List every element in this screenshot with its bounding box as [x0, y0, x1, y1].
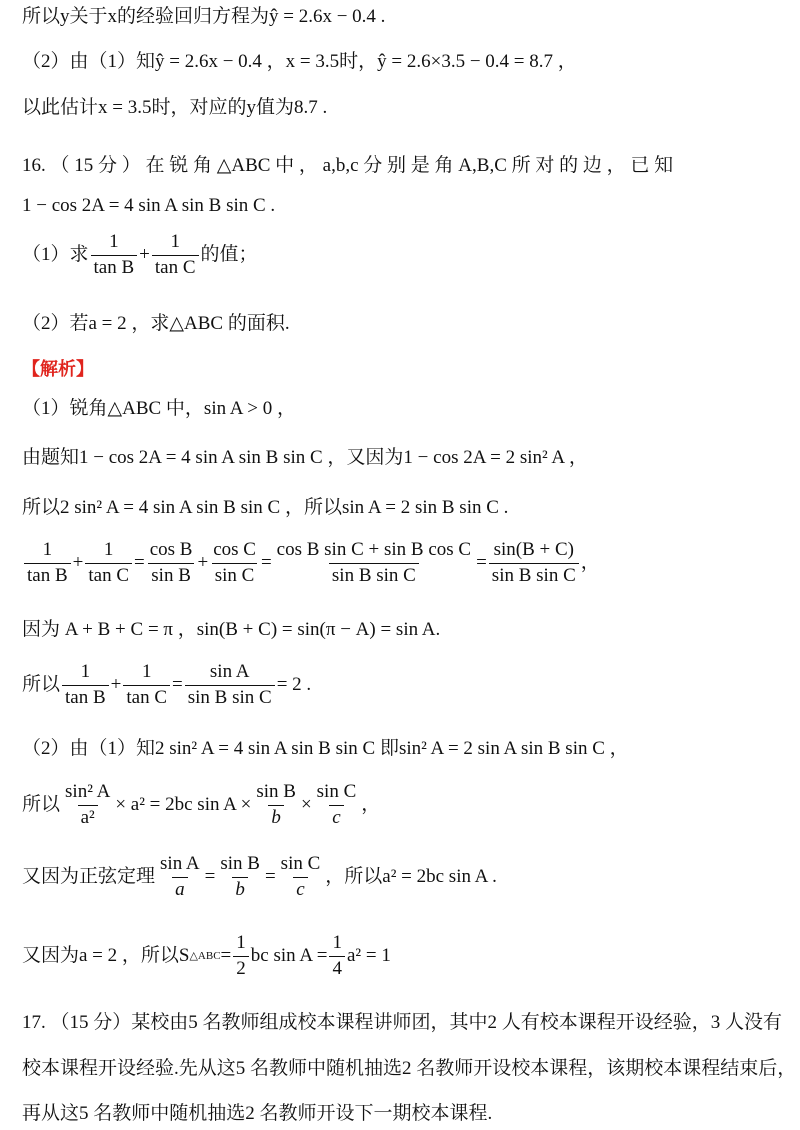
fraction: $\frac{1}{\text{tan B}}$ — [24, 540, 71, 587]
fraction: $\frac{\text{cos B}}{\text{sin B}}$ — [149, 539, 193, 586]
text-line: 以此估计x = 3.5时，对应的y值为8.7 . — [22, 97, 328, 118]
equation-line: 又因为a = 2 ，所以S △ABC = $\frac{1}{2}$ bc sin A = $\frac{1}{4}$ a² = 1 — [22, 932, 391, 979]
text-line: 因为 A + B + C = π ，sin(B + C) = sin(π − A) = sin A. — [22, 619, 441, 640]
text-line: （2）由（1）知2 sin² A = 4 sin A sin B sin C 即sin² A = 2 sin A sin B sin C ， — [22, 738, 629, 759]
text-line: （2）由（1）知ŷ = 2.6x − 0.4 ，x = 3.5时，ŷ = 2.6×3.5 − 0.4 = 8.7 ， — [22, 51, 577, 72]
problem-16-title: 16. （ 15 分 ） 在 锐 角 △ABC 中 ， a,b,c 分 别 是 角 A,B,C 所 对 的 边 ， 已 知 — [22, 155, 674, 176]
fraction: $\frac{1}{\text{tan C}}$ — [152, 232, 199, 279]
equation-line: 所以 $\frac{1}{\text{tan B}}$ + $\frac{1}{\text{tan C}}$ = $\frac{\text{sin A}}{\text{sin B sin C}}$ = 2 . — [22, 661, 312, 708]
fraction: $\frac{\text{sin C}}{c}$ — [280, 853, 321, 900]
fraction: $\frac{\text{cos B sin C + sin B cos C}}{\text{sin B sin C}}$ — [276, 539, 472, 586]
fraction: $\frac{\text{sin B}}{b}$ — [220, 853, 260, 900]
problem-17-title: 17. （15 分）某校由5 名教师组成校本课程讲师团，其中2 人有校本课程开设经验，3 人没有 — [22, 1012, 783, 1033]
equation-line: 所以 $\frac{\text{sin² A}}{\text{a²}}$ × a² = 2bc sin A × $\frac{\text{sin B}}{b}$ × $\frac{\text{sin C}}{c}$ ， — [22, 781, 381, 828]
question-1: （1）求 $\frac{1}{\text{tan B}}$ + $\frac{1}{\text{tan C}}$ 的值； — [22, 231, 258, 278]
text-line: 校本课程开设经验.先从这5 名教师中随机抽选2 名教师开设校本课程，该期校本课程结束后， — [22, 1058, 797, 1079]
fraction: $\frac{\text{cos C}}{\text{sin C}}$ — [213, 539, 256, 586]
equation-line: $\frac{1}{\text{tan B}}$ + $\frac{1}{\text{tan C}}$ = $\frac{\text{cos B}}{\text{sin B}}$ + $\frac{\text{cos C}}{\text{sin C}}$ = $\frac{\text{cos B sin C + sin B cos C}}{\text{sin B sin C}}$ = $\frac{\sin(B + C)}{\text{sin B sin C}}$ ， — [22, 540, 782, 587]
fraction: $\frac{1}{\text{tan B}}$ — [91, 232, 138, 279]
text-line: 1 − cos 2A = 4 sin A sin B sin C . — [22, 195, 276, 216]
text-line: 所以y关于x的经验回归方程为ŷ = 2.6x − 0.4 . — [22, 6, 386, 27]
text-line: 由题知1 − cos 2A = 4 sin A sin B sin C ，又因为1 − cos 2A = 2 sin² A ， — [22, 447, 588, 468]
text-line: （1）锐角△ABC 中，sin A > 0 ， — [22, 398, 296, 419]
fraction: $\frac{\text{sin C}}{c}$ — [316, 781, 357, 828]
question-2: （2）若a = 2 ，求△ABC 的面积. — [22, 313, 290, 334]
fraction: $\frac{1}{\text{tan C}}$ — [123, 662, 170, 709]
equation-line: 又因为正弦定理 $\frac{\text{sin A}}{a}$ = $\frac{\text{sin B}}{b}$ = $\frac{\text{sin C}}{c}$ ，所以a² = 2bc sin A . — [22, 853, 497, 900]
section-heading: 【解析】 — [22, 359, 94, 379]
fraction: $\frac{\text{sin A}}{\text{sin B sin C}}$ — [185, 662, 275, 709]
fraction: $\frac{\text{sin A}}{a}$ — [160, 853, 200, 900]
fraction: $\frac{1}{4}$ — [329, 933, 345, 980]
fraction: $\frac{\text{sin B}}{b}$ — [256, 781, 296, 828]
fraction: $\frac{1}{\text{tan C}}$ — [85, 540, 132, 587]
fraction: $\frac{1}{\text{tan B}}$ — [62, 662, 109, 709]
fraction: $\frac{1}{2}$ — [233, 933, 249, 980]
fraction: $\frac{\text{sin² A}}{\text{a²}}$ — [65, 781, 111, 828]
fraction: $\frac{\sin(B + C)}{\text{sin B sin C}}$ — [489, 540, 579, 587]
text-line: 所以2 sin² A = 4 sin A sin B sin C ，所以sin A = 2 sin B sin C . — [22, 497, 509, 518]
text-line: 再从这5 名教师中随机抽选2 名教师开设下一期校本课程. — [22, 1103, 493, 1124]
